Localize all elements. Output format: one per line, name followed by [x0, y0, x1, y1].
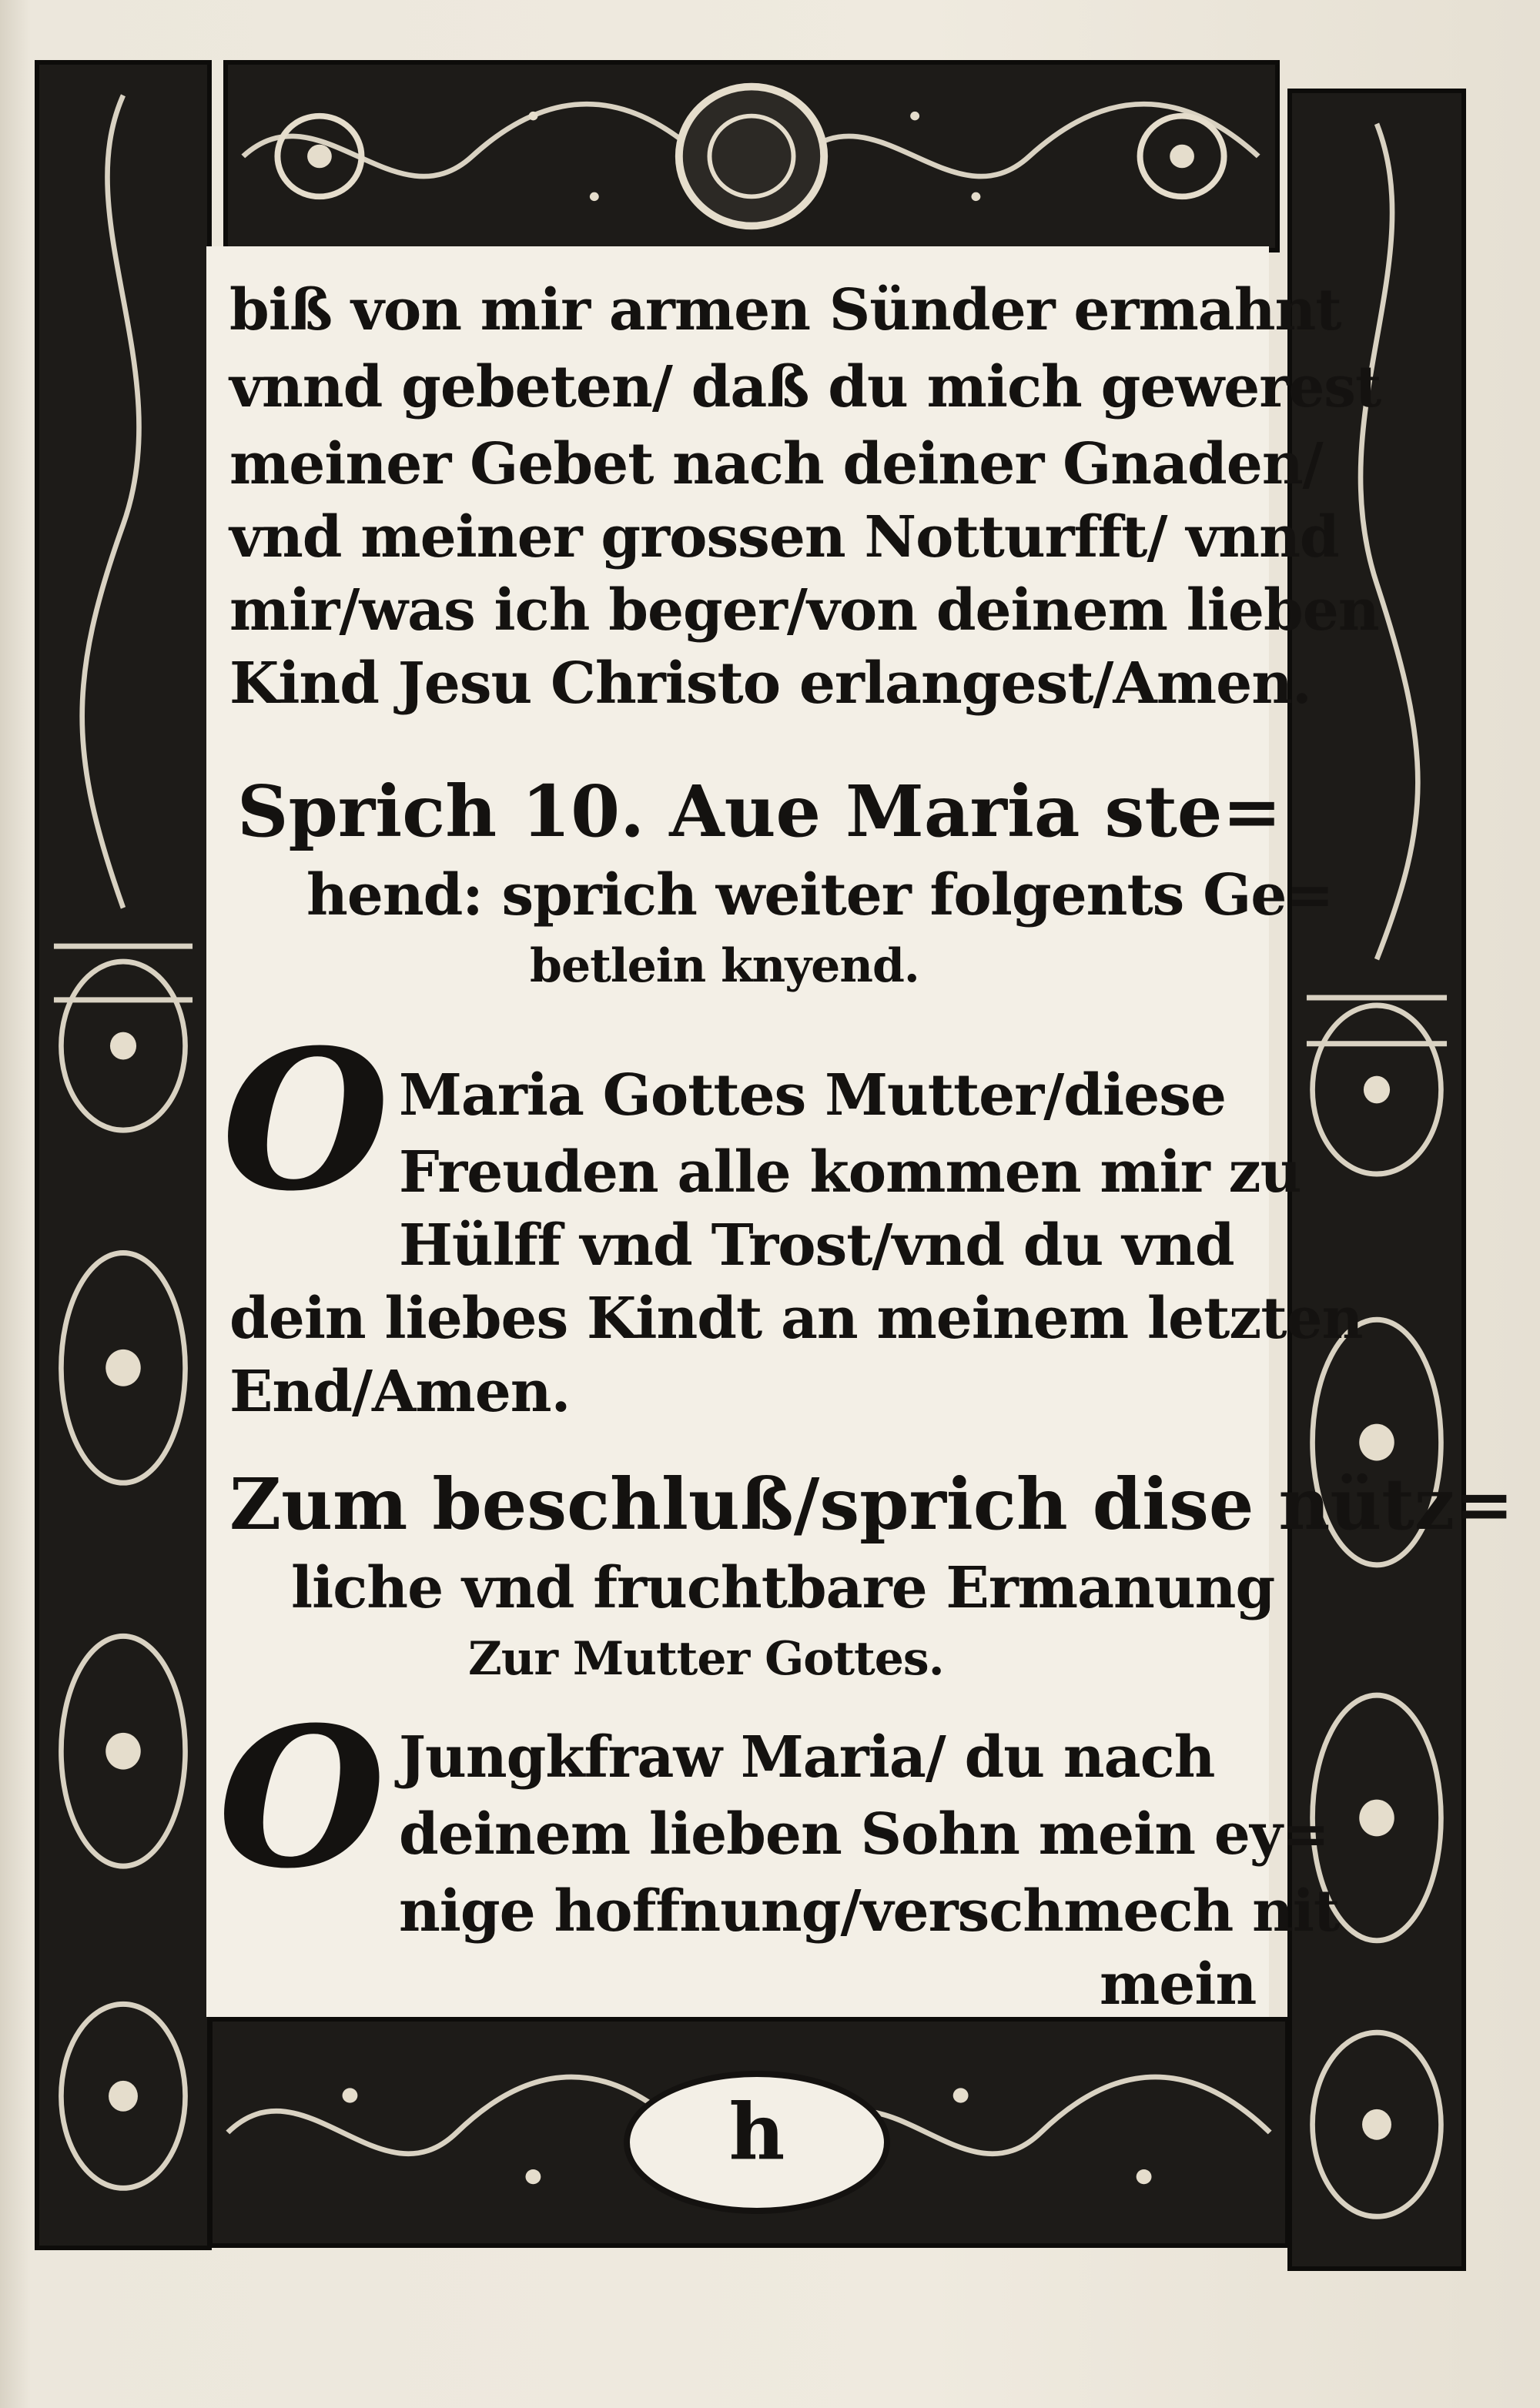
text-line: biß von mir armen Sünder ermahnt	[229, 277, 1341, 343]
heading-line: Zum beschluß/sprich dise nütz=	[229, 1463, 1515, 1546]
text-line: End/Amen.	[229, 1359, 571, 1425]
text-line: Maria Gottes Mutter/diese	[399, 1062, 1226, 1129]
decorated-initial: O	[222, 1007, 390, 1233]
heading-line: liche vnd fruchtbare Ermanung	[291, 1555, 1275, 1621]
heading-line: Sprich 10. Aue Maria ste=	[237, 770, 1282, 853]
text-line: meiner Gebet nach deiner Gnaden/	[229, 431, 1323, 497]
text-line: mir/was ich beger/von deinem lieben	[229, 577, 1379, 644]
ornament-top-pattern	[228, 65, 1275, 248]
heading-line: betlein knyend.	[530, 939, 919, 993]
signature-mark: h	[728, 2086, 785, 2177]
text-line: vnnd gebeten/ daß du mich gewerest	[229, 354, 1381, 420]
heading-line: Zur Mutter Gottes.	[468, 1632, 944, 1686]
text-line: Kind Jesu Christo erlangest/Amen.	[229, 650, 1311, 717]
text-line: nige hoffnung/verschmech nit	[399, 1878, 1340, 1945]
woodcut-border-left	[35, 60, 212, 2250]
text-line: Hülff vnd Trost/vnd du vnd	[399, 1212, 1234, 1279]
heading-line: hend: sprich weiter folgents Ge=	[306, 862, 1334, 928]
text-line: deinem lieben Sohn mein ey=	[399, 1801, 1329, 1868]
ornament-left-pattern	[39, 65, 207, 2246]
text-line: Freuden alle kommen mir zu	[399, 1139, 1301, 1206]
text-line: vnd meiner grossen Notturfft/ vnnd	[229, 504, 1339, 570]
text-line: mein	[1100, 1951, 1257, 2018]
decorated-initial: O	[218, 1684, 386, 1911]
text-line: dein liebes Kindt an meinem letzten	[229, 1286, 1363, 1352]
text-line: Jungkfraw Maria/ du nach	[399, 1724, 1215, 1791]
text-area	[206, 246, 1515, 2018]
woodcut-border-top	[223, 60, 1280, 253]
